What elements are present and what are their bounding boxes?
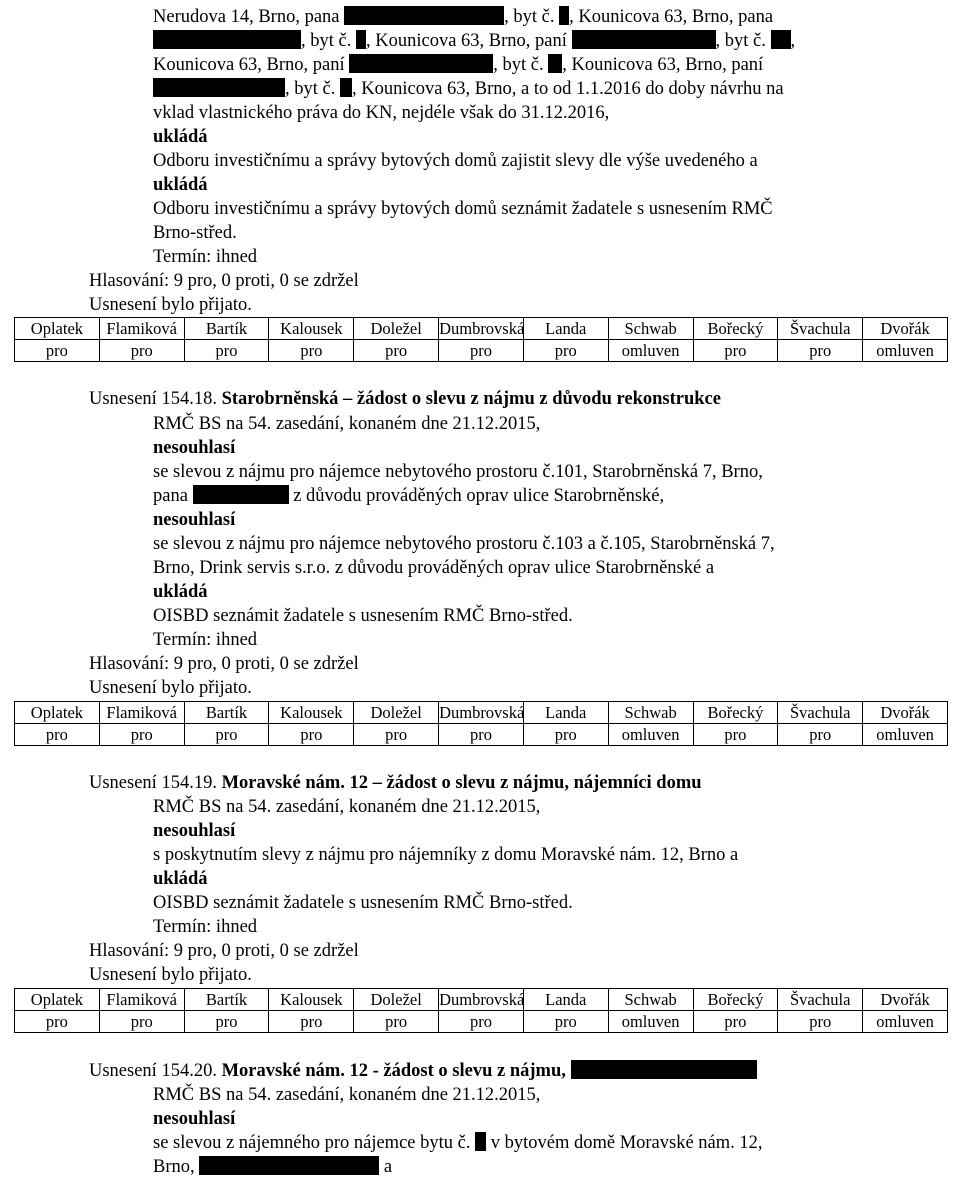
nesouhlasi-heading: nesouhlasí <box>153 510 236 530</box>
vote-name: Landa <box>523 702 608 724</box>
vote-value: omluven <box>863 724 948 746</box>
meeting-line: RMČ BS na 54. zasedání, konaném dne 21.12.2015, <box>153 414 541 434</box>
termin-line: Termín: ihned <box>153 630 258 650</box>
vote-table <box>14 701 948 746</box>
text-line: OISBD seznámit žadatele s usnesením RMČ Brno-střed. <box>153 893 573 913</box>
text-line <box>153 1156 392 1178</box>
voting-summary: Hlasování: 9 pro, 0 proti, 0 se zdržel <box>89 271 359 291</box>
text: , <box>790 31 796 51</box>
resolution-heading <box>89 388 721 410</box>
text: v bytovém domě Moravské nám. 12, <box>490 1133 763 1153</box>
redaction-block <box>344 6 504 25</box>
vote-value: pro <box>15 340 100 362</box>
uklada-heading: ukládá <box>153 175 208 195</box>
termin-line: Termín: ihned <box>153 917 258 937</box>
redaction-block <box>153 78 285 97</box>
nesouhlasi-heading: nesouhlasí <box>153 438 236 458</box>
text: , Kounicova 63, Brno, pana <box>569 7 774 27</box>
nesouhlasi-heading: nesouhlasí <box>153 821 236 841</box>
resolution-number: Usnesení 154.18. <box>89 389 222 409</box>
vote-value: pro <box>269 340 354 362</box>
text-line: s poskytnutím slevy z nájmu pro nájemníky z domu Moravské nám. 12, Brno a <box>153 845 739 865</box>
vote-value: pro <box>15 1011 100 1033</box>
vote-name: Dumbrovská <box>439 318 525 338</box>
vote-name: Švachula <box>778 989 863 1011</box>
text: Brno, <box>153 1157 195 1177</box>
vote-value: pro <box>693 340 778 362</box>
vote-value: pro <box>439 1011 524 1033</box>
vote-name: Schwab <box>608 702 693 724</box>
vote-name: Kalousek <box>269 702 354 724</box>
text: , byt č. <box>285 79 336 99</box>
vote-name: Švachula <box>778 318 863 340</box>
text: pana <box>153 486 188 506</box>
redaction-block <box>193 485 289 504</box>
vote-name: Doležel <box>354 989 439 1011</box>
vote-name: Oplatek <box>15 702 100 724</box>
resolution-title: Moravské nám. 12 – žádost o slevu z nájmu, nájemníci domu <box>221 773 702 793</box>
vote-value: pro <box>99 1011 184 1033</box>
vote-name: Dvořák <box>863 702 948 724</box>
vote-name: Schwab <box>608 318 693 340</box>
vote-value: pro <box>523 340 608 362</box>
vote-value: pro <box>523 724 608 746</box>
vote-name: Kalousek <box>269 989 354 1011</box>
redaction-block <box>559 6 569 25</box>
vote-value: pro <box>778 724 863 746</box>
text: Nerudova 14, Brno, pana <box>153 7 340 27</box>
vote-value: pro <box>693 1011 778 1033</box>
text: , Kounicova 63, Brno, a to od 1.1.2016 do doby návrhu na <box>351 79 784 99</box>
redaction-block <box>548 54 562 73</box>
resolution-status: Usnesení bylo přijato. <box>89 295 252 315</box>
vote-name: Doležel <box>354 318 439 340</box>
vote-values-row <box>15 1011 948 1033</box>
vote-name: Flamiková <box>99 318 184 340</box>
vote-value: pro <box>354 340 439 362</box>
vote-name: Dvořák <box>863 318 948 340</box>
text-line: Brno, Drink servis s.r.o. z důvodu prováděných oprav ulice Starobrněnské a <box>153 558 715 578</box>
intro-line-9: Odboru investičnímu a správy bytových domů seznámit žadatele s usnesením RMČ <box>153 199 773 219</box>
resolution-number: Usnesení 154.20. <box>89 1061 222 1081</box>
resolution-status: Usnesení bylo přijato. <box>89 965 252 985</box>
intro-line-1 <box>153 6 773 28</box>
vote-value: pro <box>99 340 184 362</box>
text-line <box>153 1132 763 1154</box>
vote-value: pro <box>439 724 524 746</box>
vote-value: pro <box>99 724 184 746</box>
vote-value: pro <box>184 724 269 746</box>
vote-value: pro <box>439 340 524 362</box>
vote-name: Dumbrovská <box>439 989 525 1009</box>
nesouhlasi-heading: nesouhlasí <box>153 1109 236 1129</box>
vote-value: pro <box>354 724 439 746</box>
vote-name: Schwab <box>608 989 693 1011</box>
vote-name: Bořecký <box>693 989 778 1011</box>
vote-value: omluven <box>608 340 693 362</box>
resolution-status: Usnesení bylo přijato. <box>89 678 252 698</box>
vote-values-row <box>15 340 948 362</box>
vote-name: Bartík <box>184 989 269 1011</box>
vote-name: Flamiková <box>99 702 184 724</box>
intro-line-5: vklad vlastnického práva do KN, nejdéle však do 31.12.2016, <box>153 103 610 123</box>
redaction-block <box>349 54 493 73</box>
text: Kounicova 63, Brno, paní <box>153 55 345 75</box>
redaction-block <box>475 1132 486 1151</box>
vote-name: Oplatek <box>15 318 100 340</box>
vote-value: omluven <box>608 724 693 746</box>
uklada-heading: ukládá <box>153 127 208 147</box>
text: , byt č. <box>493 55 544 75</box>
meeting-line: RMČ BS na 54. zasedání, konaném dne 21.12.2015, <box>153 1085 541 1105</box>
resolution-number: Usnesení 154.19. <box>89 773 222 793</box>
vote-value: pro <box>15 724 100 746</box>
voting-summary: Hlasování: 9 pro, 0 proti, 0 se zdržel <box>89 654 359 674</box>
vote-name: Bartík <box>184 702 269 724</box>
vote-value: pro <box>778 1011 863 1033</box>
vote-name: Dumbrovská <box>439 702 525 722</box>
vote-name: Doležel <box>354 702 439 724</box>
vote-name: Landa <box>523 989 608 1011</box>
vote-name: Bartík <box>184 318 269 340</box>
vote-value: pro <box>693 724 778 746</box>
intro-line-10: Brno-střed. <box>153 223 237 243</box>
vote-table <box>14 988 948 1033</box>
text: z důvodu prováděných oprav ulice Starobrněnské, <box>293 486 665 506</box>
redaction-block <box>771 30 791 49</box>
text: , byt č. <box>504 7 555 27</box>
intro-line-7: Odboru investičnímu a správy bytových domů zajistit slevy dle výše uvedeného a <box>153 151 758 171</box>
text: a <box>383 1157 393 1177</box>
resolution-heading <box>89 1060 757 1082</box>
vote-name: Kalousek <box>269 318 354 340</box>
uklada-heading: ukládá <box>153 582 208 602</box>
redaction-block <box>356 30 366 49</box>
vote-value: pro <box>354 1011 439 1033</box>
text-line: se slevou z nájmu pro nájemce nebytového prostoru č.101, Starobrněnská 7, Brno, <box>153 462 763 482</box>
vote-names-row <box>15 989 948 1011</box>
uklada-heading: ukládá <box>153 869 208 889</box>
vote-value: pro <box>778 340 863 362</box>
text-line <box>153 485 664 507</box>
redaction-block <box>572 30 716 49</box>
resolution-heading <box>89 772 702 794</box>
intro-line-4 <box>153 78 784 100</box>
redaction-block <box>199 1156 379 1175</box>
resolution-title: Moravské nám. 12 - žádost o slevu z nájmu, <box>221 1061 566 1081</box>
text: , Kounicova 63, Brno, paní <box>562 55 764 75</box>
vote-value: pro <box>523 1011 608 1033</box>
meeting-line: RMČ BS na 54. zasedání, konaném dne 21.12.2015, <box>153 797 541 817</box>
vote-names-row <box>15 318 948 340</box>
redaction-block <box>571 1060 757 1079</box>
text: , byt č. <box>715 31 766 51</box>
vote-value: omluven <box>863 340 948 362</box>
intro-line-3 <box>153 54 763 76</box>
vote-value: omluven <box>863 1011 948 1033</box>
vote-value: omluven <box>608 1011 693 1033</box>
vote-value: pro <box>269 724 354 746</box>
vote-name: Landa <box>523 318 608 340</box>
text: se slevou z nájemného pro nájemce bytu č. <box>153 1133 471 1153</box>
vote-name: Bořecký <box>693 318 778 340</box>
vote-name: Flamiková <box>99 989 184 1011</box>
text-line: OISBD seznámit žadatele s usnesením RMČ Brno-střed. <box>153 606 573 626</box>
vote-name: Švachula <box>778 702 863 724</box>
text: , Kounicova 63, Brno, paní <box>365 31 567 51</box>
vote-name: Bořecký <box>693 702 778 724</box>
text: , byt č. <box>301 31 352 51</box>
vote-value: pro <box>269 1011 354 1033</box>
vote-names-row <box>15 702 948 724</box>
vote-value: pro <box>184 1011 269 1033</box>
termin-line: Termín: ihned <box>153 247 258 267</box>
redaction-block <box>340 78 352 97</box>
intro-line-2 <box>153 30 795 52</box>
resolution-title: Starobrněnská – žádost o slevu z nájmu z důvodu rekonstrukce <box>221 389 721 409</box>
vote-values-row <box>15 724 948 746</box>
vote-name: Dvořák <box>863 989 948 1011</box>
vote-value: pro <box>184 340 269 362</box>
text-line: se slevou z nájmu pro nájemce nebytového prostoru č.103 a č.105, Starobrněnská 7, <box>153 534 775 554</box>
vote-table <box>14 317 948 362</box>
redaction-block <box>153 30 301 49</box>
voting-summary: Hlasování: 9 pro, 0 proti, 0 se zdržel <box>89 941 359 961</box>
vote-name: Oplatek <box>15 989 100 1011</box>
